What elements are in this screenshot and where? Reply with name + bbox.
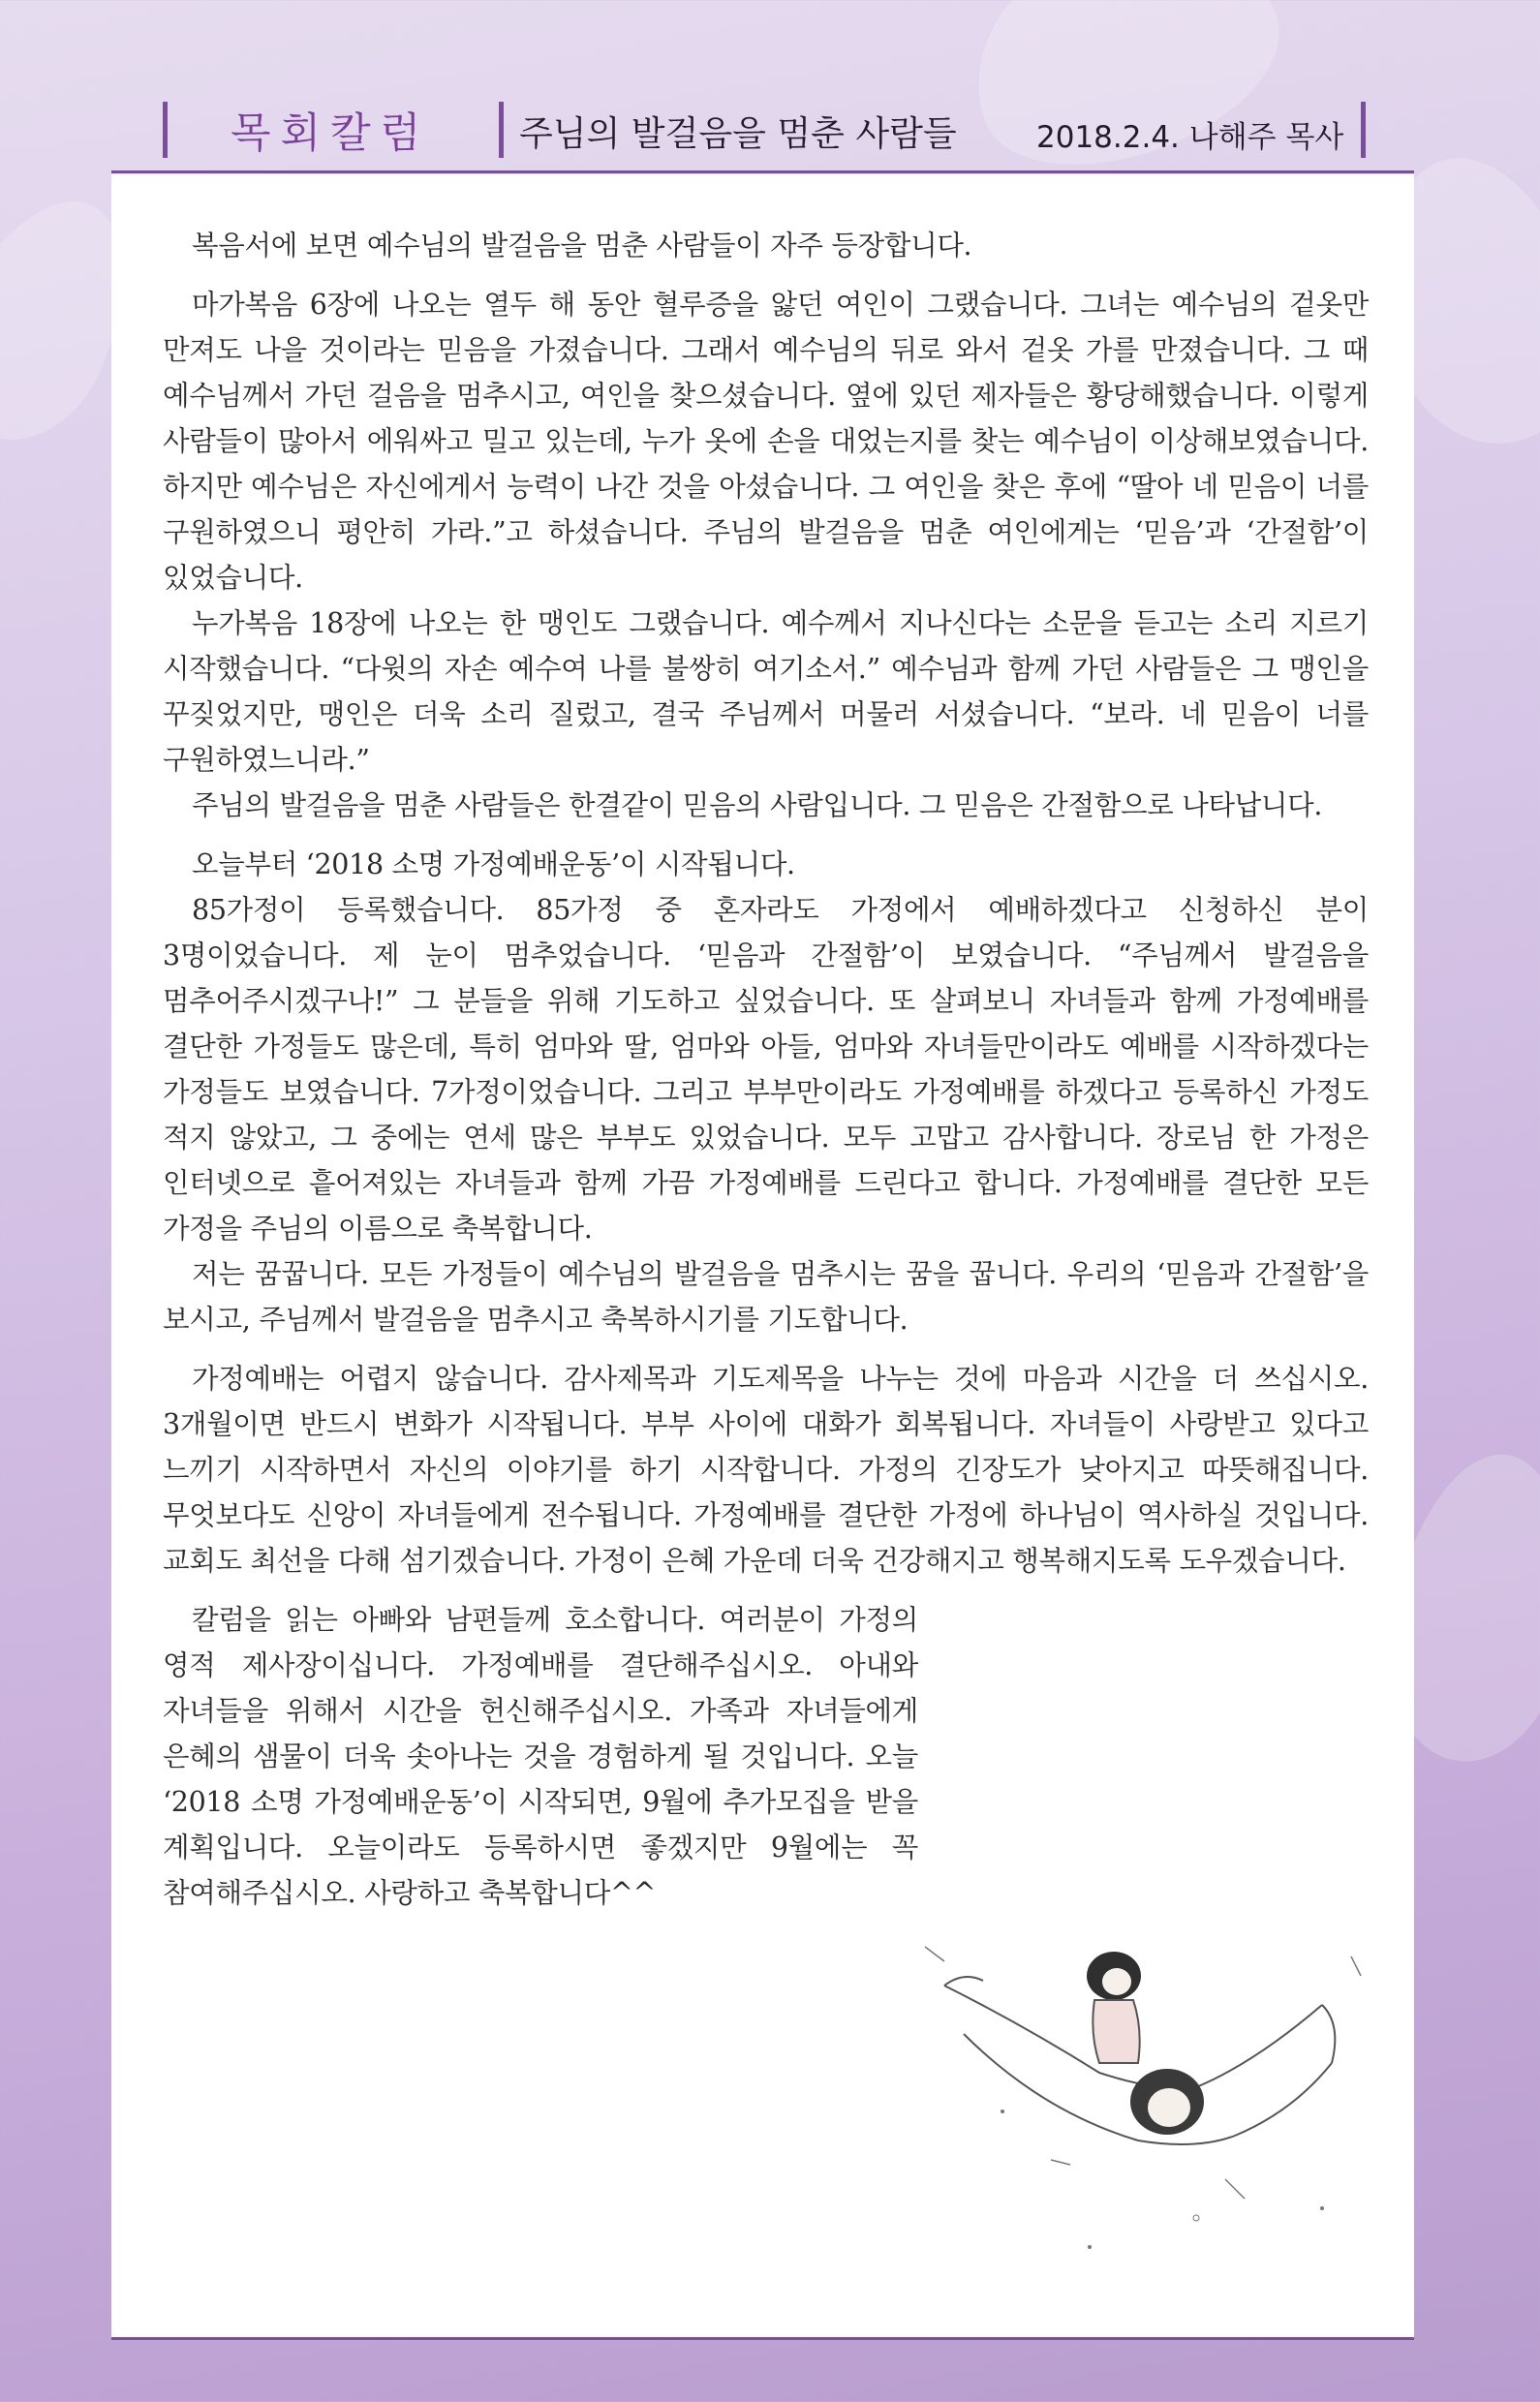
paragraph: 칼럼을 읽는 아빠와 남편들께 호소합니다. 여러분이 가정의 영적 제사장이십니다. 가정예배를 결단해주십시오. 아내와 자녀들을 위해서 시간을 헌신해주십시오. 가족과 자녀들에게 은혜의 샘물이 더욱 솟아나는 것을 경험하게 될 것입니다. 오늘 ‘2018 소명 가정예배운동’이 시작되면, 9월에 추가모집을 받을 계획입니다. 오늘이라도 등록하시면 좋겠지만 9월에는 꼭 참여해주십시오. 사랑하고 축복합니다^^ (163, 1604, 918, 1909)
column-date-author: 2018.2.4. 나해주 목사 (1036, 120, 1344, 155)
paragraph: 누가복음 18장에 나오는 한 맹인도 그랬습니다. 예수께서 지나신다는 소문을 듣고는 소리 지르기 시작했습니다. “다윗의 자손 예수여 나를 불쌍히 여기소서.” 예수님과 함께 가던 사람들은 그 맹인을 꾸짖었지만, 맹인은 더욱 소리 질렀고, 결국 주님께서 머물러 서셨습니다. “보라. 네 믿음이 너를 구원하였느니라.” (163, 607, 1369, 776)
article-panel (111, 174, 1414, 2337)
column-header (0, 0, 1540, 174)
paragraph: 복음서에 보면 예수님의 발걸음을 멈춘 사람들이 자주 등장합니다. (192, 230, 972, 262)
paragraph: 마가복음 6장에 나오는 열두 해 동안 혈루증을 앓던 여인이 그랬습니다. 그녀는 예수님의 겉옷만 만져도 나을 것이라는 믿음을 가졌습니다. 그래서 예수님의 뒤로 와서 겉옷 가를 만졌습니다. 그 때 예수님께서 가던 걸음을 멈추시고, 여인을 찾으셨습니다. 옆에 있던 제자들은 황당해했습니다. 이렇게 사람들이 많아서 에워싸고 밀고 있는데, 누가 옷에 손을 대었는지를 찾는 예수님이 이상해보였습니다. 하지만 예수님은 자신에게서 능력이 나간 것을 아셨습니다. 그 여인을 찾은 후에 “딸아 네 믿음이 너를 구원하였으니 평안히 가라.”고 하셨습니다. 주님의 발걸음을 멈춘 여인에게는 ‘믿음’과 ‘간절함’이 있었습니다. (163, 289, 1369, 594)
illustration-drawing (906, 1918, 1371, 2305)
paragraph: 가정예배는 어렵지 않습니다. 감사제목과 기도제목을 나누는 것에 마음과 시간을 더 쓰십시오. 3개월이면 반드시 변화가 시작됩니다. 부부 사이에 대화가 회복됩니다. 자녀들이 사랑받고 있다고 느끼기 시작하면서 자신의 이야기를 하기 시작합니다. 가정의 긴장도가 낮아지고 따뜻해집니다. 무엇보다도 신앙이 자녀들에게 전수됩니다. 가정예배를 결단한 가정에 하나님이 역사하실 것입니다. 교회도 최선을 다해 섬기겠습니다. 가정이 은혜 가운데 더욱 건강해지고 행복해지도록 도우겠습니다. (163, 1363, 1369, 1577)
column-category: 목회칼럼 (231, 109, 431, 158)
header-divider (1361, 102, 1366, 158)
paragraph: 오늘부터 ‘2018 소명 가정예배운동’이 시작됩니다. (192, 848, 795, 880)
header-rule (111, 170, 1414, 173)
header-divider (499, 102, 504, 158)
article-body (163, 223, 1369, 1916)
column-subject: 주님의 발걸음을 멈춘 사람들 (519, 114, 957, 154)
paragraph: 주님의 발걸음을 멈춘 사람들은 한결같이 믿음의 사람입니다. 그 믿음은 간절함으로 나타납니다. (192, 789, 1323, 821)
paragraph: 85가정이 등록했습니다. 85가정 중 혼자라도 가정에서 예배하겠다고 신청하신 분이 3명이었습니다. 제 눈이 멈추었습니다. ‘믿음과 간절함’이 보였습니다. “주님께서 발걸음을 멈추어주시겠구나!” 그 분들을 위해 기도하고 싶었습니다. 또 살펴보니 자녀들과 함께 가정예배를 결단한 가정들도 많은데, 특히 엄마와 딸, 엄마와 아들, 엄마와 자녀들만이라도 예배를 시작하겠다는 가정들도 보였습니다. 7가정이었습니다. 그리고 부부만이라도 가정예배를 하겠다고 등록하신 가정도 적지 않았고, 그 중에는 연세 많은 부부도 있었습니다. 모두 고맙고 감사합니다. 장로님 한 가정은 인터넷으로 흩어져있는 자녀들과 함께 가끔 가정예배를 드린다고 합니다. 가정예배를 결단한 모든 가정을 주님의 이름으로 축복합니다. (163, 894, 1369, 1245)
footer-rule (111, 2337, 1414, 2340)
paragraph: 저는 꿈꿉니다. 모든 가정들이 예수님의 발걸음을 멈추시는 꿈을 꿉니다. 우리의 ‘믿음과 간절함’을 보시고, 주님께서 발걸음을 멈추시고 축복하시기를 기도합니다. (163, 1258, 1369, 1336)
header-divider (163, 102, 168, 158)
